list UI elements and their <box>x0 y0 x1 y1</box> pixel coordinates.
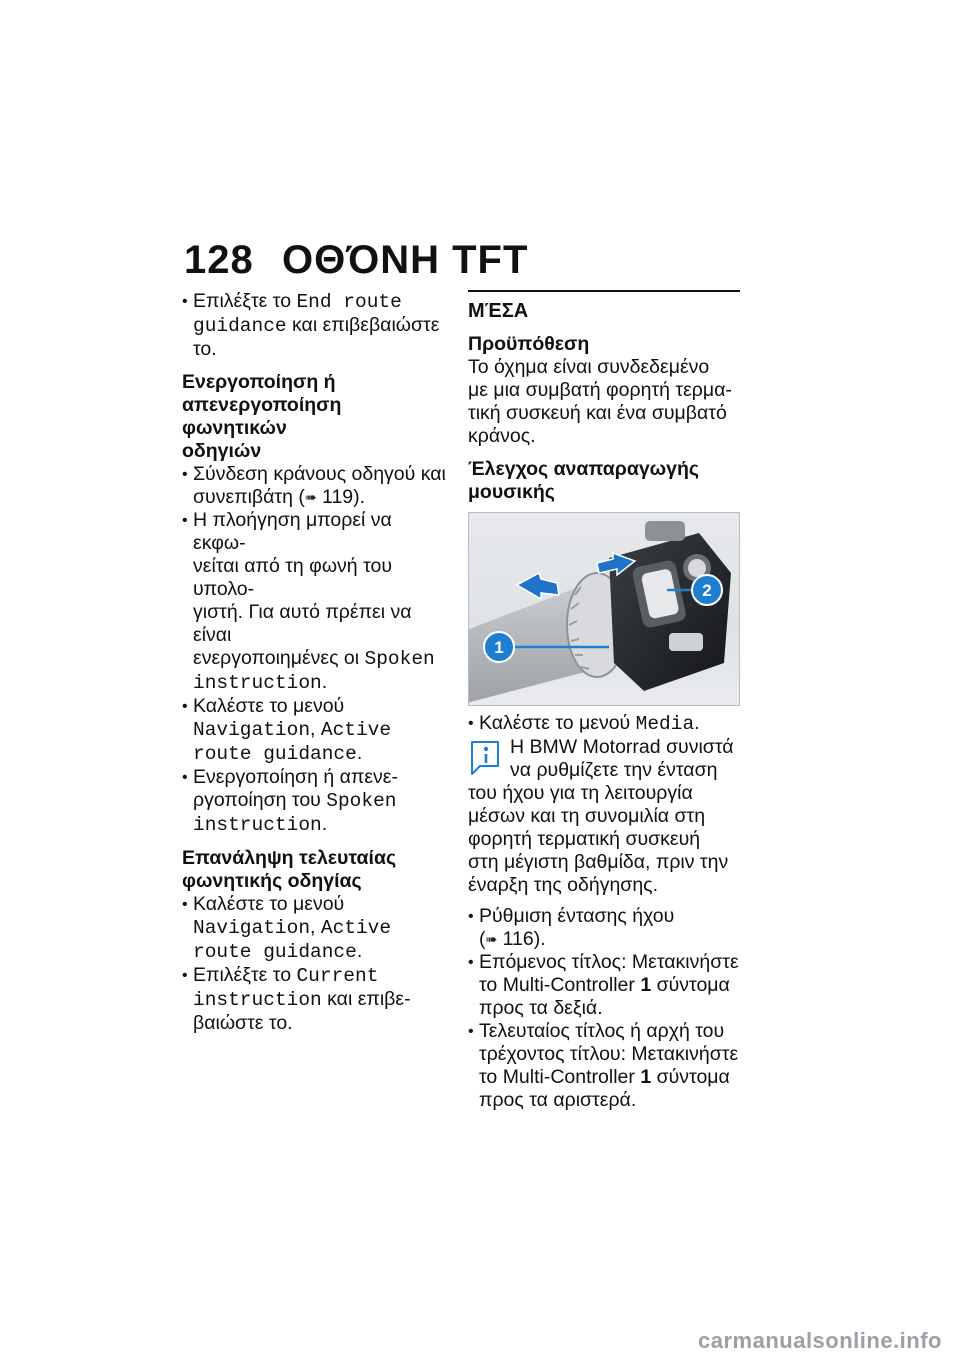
left-column <box>182 290 447 1035</box>
bullet-end-route: • Επιλέξτε το End route guidance και επιβεβαιώστε το. <box>182 290 447 361</box>
callout-2-label: 2 <box>702 581 712 600</box>
bullet-activate-spoken: • Ενεργοποίηση ή απενε- ργοποίηση του Spoken instruction. <box>182 766 447 837</box>
page-ref-arrow-icon: ➠ <box>485 931 498 947</box>
bullet-call-menu-1: • Καλέστε το μενού Navigation, Active route guidance. <box>182 695 447 766</box>
page-ref-arrow-icon: ➠ <box>304 489 317 505</box>
bullet-next-track: • Επόμενος τίτλος: Μετακινήστε το Multi-Controller 1 σύντομα προς τα δεξιά. <box>468 951 740 1020</box>
page-header <box>184 238 528 283</box>
heading-music-control: Έλεγχος αναπαραγωγής μουσικής <box>468 458 700 503</box>
callout-1-label: 1 <box>494 638 504 657</box>
bullet-call-menu-2: • Καλέστε το μενού Navigation, Active route guidance. <box>182 893 447 964</box>
bullet-current-instruction: • Επιλέξτε το Current instruction και επιβε- βαιώστε το. <box>182 964 447 1035</box>
page-number: 128 <box>184 238 254 282</box>
bullet-helmet-connect: • Σύνδεση κράνους οδηγού και συνεπιβάτη (➠ 119). <box>182 463 447 509</box>
section-title: ΜΈΣΑ <box>468 300 529 322</box>
bullet-previous-track: • Τελευταίος τίτλος ή αρχή του τρέχοντος τίτλου: Μετακινήστε το Multi-Controller 1 σύντομα προς τα αριστερά. <box>468 1020 740 1112</box>
heading-voice-toggle: Ενεργοποίηση ή απενεργοποίηση φωνητικών οδηγιών <box>182 371 342 462</box>
bullet-call-media: • Καλέστε το μενού Media. <box>468 712 740 736</box>
prerequisite-text: Το όχημα είναι συνδεδεμένο με μια συμβατή φορητή τερμα- τική συσκευή και ένα συμβατό κράνος. <box>468 356 732 447</box>
heading-repeat-instruction: Επανάληψη τελευταίας φωνητικής οδηγίας <box>182 847 397 892</box>
info-note: Η BMW Motorrad συνιστά να ρυθμίζετε την ένταση του ήχου για τη λειτουργία μέσων και τη συνομιλία στη φορητή τερματική συσκευή στη μέγιστη βαθμίδα, πριν την έναρξη της οδήγησης. <box>468 736 734 896</box>
bullet-voice-output: • Η πλοήγηση μπορεί να εκφω- νείται από τη φωνή του υπολο- γιστή. Για αυτό πρέπει να είναι ενεργοποιημένες οι Spoken instruction. <box>182 509 447 695</box>
code-end-route: End route <box>296 291 402 313</box>
watermark: carmanualsonline.info <box>698 1328 942 1353</box>
info-icon <box>468 738 502 776</box>
heading-prerequisite: Προϋπόθεση <box>468 333 590 355</box>
page-title: ΟΘΌΝΗ TFT <box>282 238 529 282</box>
right-column <box>468 290 740 1112</box>
handlebar-illustration <box>469 513 739 705</box>
section-rule <box>468 290 740 292</box>
handlebar-controls-photo <box>468 512 740 706</box>
bullet-volume: • Ρύθμιση έντασης ήχου (➠ 116). <box>468 905 740 951</box>
